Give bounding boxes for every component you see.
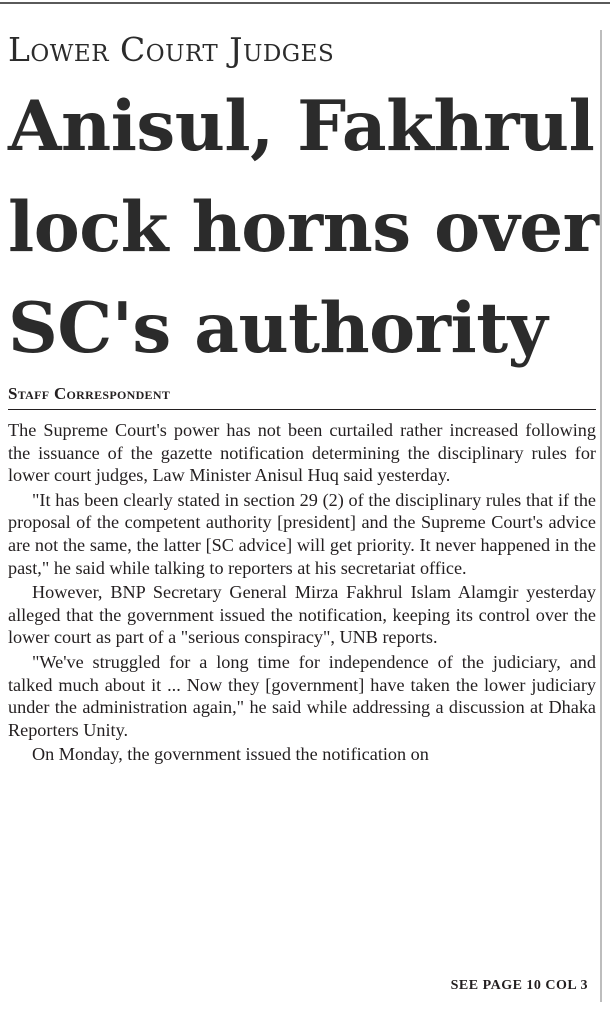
byline: Staff Correspondent <box>8 384 171 403</box>
paragraph: On Monday, the government issued the notification on <box>32 744 429 765</box>
paragraph: "It has been clearly stated in section 29 (2) of the disciplinary rules that if the proposal of the competent authority [president] and the Supreme Court's advice are not the same, the latter [SC advice] will get priority. It never happened in the past," he said while talking to reporters at his secretariat office. <box>8 489 596 578</box>
column-rule <box>600 30 602 1002</box>
headline-line: Anisul, Fakhrul <box>8 86 595 167</box>
kicker: Lower Court Judges <box>8 30 335 69</box>
byline-rule <box>8 409 596 410</box>
top-rule <box>0 2 610 4</box>
article <box>8 30 599 768</box>
headline <box>8 76 599 379</box>
paragraph: "We've struggled for a long time for independence of the judiciary, and talked much about it ... Now they [government] have taken the lower judiciary under the administration again," he said while addressing a discussion at Dhaka Reporters Unity. <box>8 651 596 740</box>
paragraph: The Supreme Court's power has not been curtailed rather increased following the issuance of the gazette notification determining the disciplinary rules for lower court judges, Law Minister Anisul Huq said yesterday. <box>8 420 596 486</box>
jump-reference: SEE PAGE 10 COL 3 <box>450 978 588 993</box>
paragraph: However, BNP Secretary General Mirza Fakhrul Islam Alamgir yesterday alleged that the government issued the notification, keeping its control over the lower court as part of a "serious conspiracy", UNB reports. <box>8 582 596 648</box>
article-body <box>8 419 596 766</box>
headline-line: SC's authority <box>8 288 548 369</box>
headline-line: lock horns over <box>8 187 599 268</box>
